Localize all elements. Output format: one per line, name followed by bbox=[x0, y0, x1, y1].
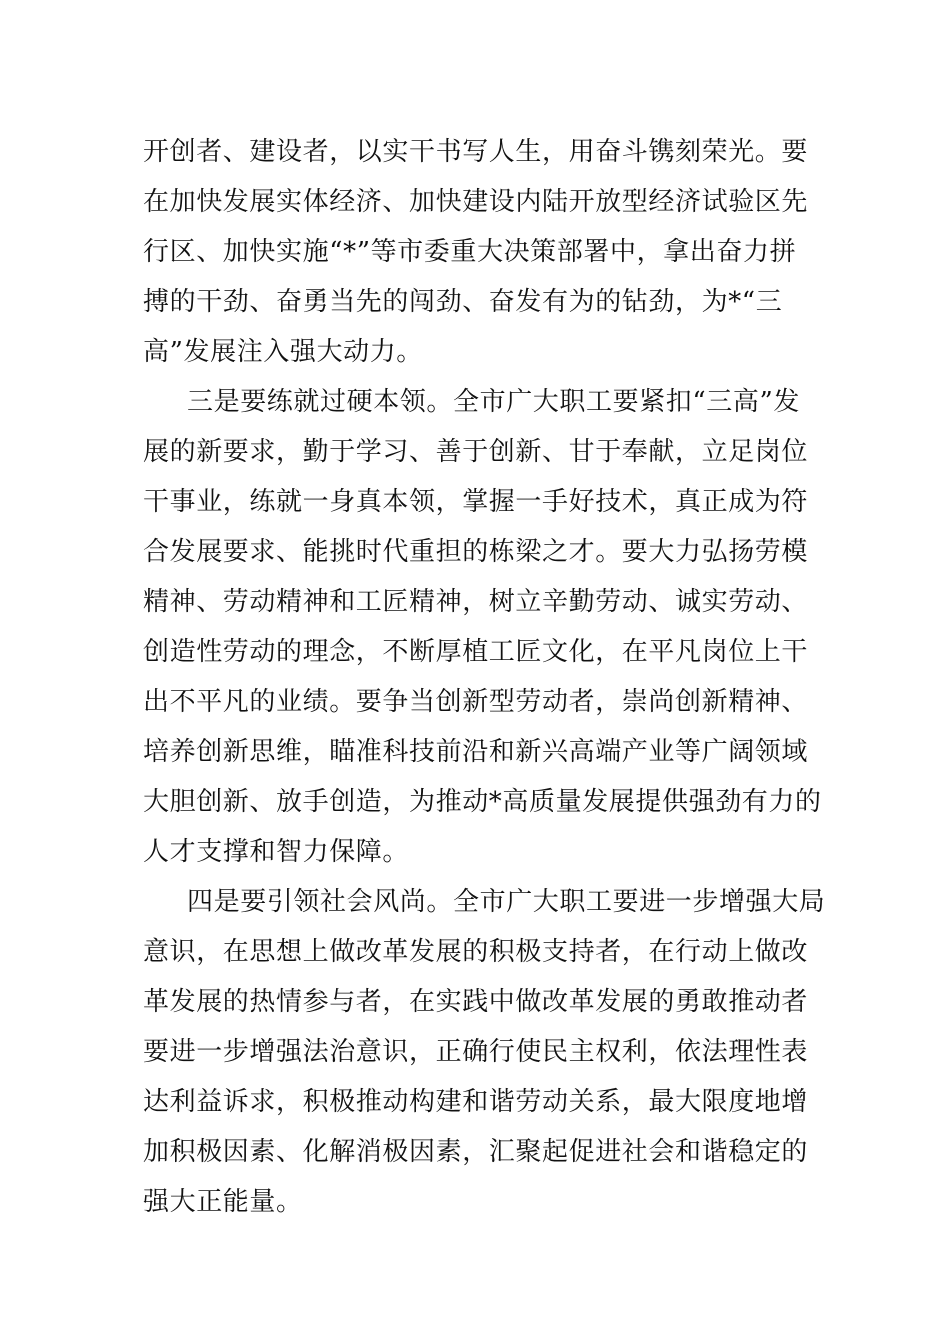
text-line: 大胆创新、放手创造，为推动*高质量发展提供强劲有力的 bbox=[143, 787, 822, 817]
text-line: 合发展要求、能挑时代重担的栋梁之才。要大力弘扬劳模 bbox=[143, 537, 809, 567]
text-line: 高”发展注入强大动力。 bbox=[143, 337, 423, 367]
text-line: 搏的干劲、奋勇当先的闯劲、奋发有为的钻劲，为*“三 bbox=[143, 287, 783, 317]
text-line: 人才支撑和智力保障。 bbox=[143, 837, 410, 867]
text-line: 开创者、建设者，以实干书写人生，用奋斗镌刻荣光。要 bbox=[143, 137, 809, 167]
text-line: 展的新要求，勤于学习、善于创新、甘于奉献，立足岗位 bbox=[143, 437, 809, 467]
text-line: 培养创新思维，瞄准科技前沿和新兴高端产业等广阔领域 bbox=[143, 737, 809, 767]
text-line: 意识，在思想上做改革发展的积极支持者，在行动上做改 bbox=[143, 937, 809, 967]
text-line: 在加快发展实体经济、加快建设内陆开放型经济试验区先 bbox=[143, 187, 809, 217]
text-line: 达利益诉求，积极推动构建和谐劳动关系，最大限度地增 bbox=[143, 1087, 809, 1117]
text-line: 革发展的热情参与者，在实践中做改革发展的勇敢推动者 bbox=[143, 987, 809, 1017]
text-line: 干事业，练就一身真本领，掌握一手好技术，真正成为符 bbox=[143, 487, 809, 517]
text-line: 加积极因素、化解消极因素，汇聚起促进社会和谐稳定的 bbox=[143, 1137, 809, 1167]
text-line: 要进一步增强法治意识，正确行使民主权利，依法理性表 bbox=[143, 1037, 809, 1067]
text-line: 强大正能量。 bbox=[143, 1187, 303, 1217]
text-line: 创造性劳动的理念，不断厚植工匠文化，在平凡岗位上干 bbox=[143, 637, 809, 667]
text-line: 精神、劳动精神和工匠精神，树立辛勤劳动、诚实劳动、 bbox=[143, 587, 809, 617]
text-line: 行区、加快实施“*”等市委重大决策部署中，拿出奋力拼 bbox=[143, 237, 797, 267]
paragraph-start-line: 三是要练就过硬本领。全市广大职工要紧扣“三高”发 bbox=[187, 387, 800, 417]
paragraph-start-line: 四是要引领社会风尚。全市广大职工要进一步增强大局 bbox=[187, 887, 826, 917]
text-line: 出不平凡的业绩。要争当创新型劳动者，崇尚创新精神、 bbox=[143, 687, 809, 717]
